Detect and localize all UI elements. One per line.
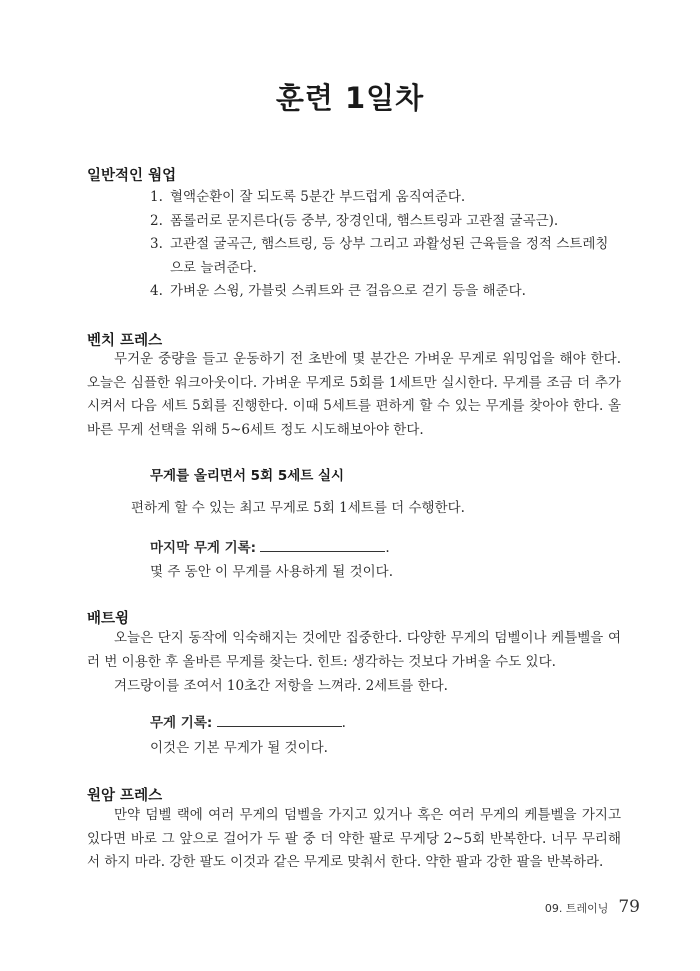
page-number: 79: [618, 897, 640, 917]
batwing-record: [150, 712, 346, 736]
batwing-record-label: 무게 기록:: [150, 715, 213, 731]
bench-paragraph: 무거운 중량을 들고 운동하기 전 초반에 몇 분간은 가벼운 무게로 워밍업을 해야 한다. 오늘은 심플한 워크아웃이다. 가벼운 무게로 5회를 1세트만 실시한다. 무게를 조금 더 추가시켜서 다음 세트 5회를 진행한다. 이때 5세트를 편하게 할 수 있는 무게를 찾아야 한다. 올바른 무게 선택을 위해 5~6세트 정도 시도해보아야 한다.: [87, 351, 621, 438]
list-item: 4. 가벼운 스윙, 가블릿 스쿼트와 큰 걸음으로 걷기 등을 해준다.: [150, 283, 526, 299]
batwing-weight-blank[interactable]: [217, 726, 342, 727]
warmup-list: [150, 186, 620, 304]
bench-weight-blank[interactable]: [260, 551, 385, 552]
bench-record-label: 마지막 무게 기록:: [150, 540, 257, 556]
bench-record: [150, 537, 390, 561]
page-title: 훈련 1일차: [275, 81, 425, 115]
warmup-heading: 일반적인 웜업: [87, 168, 177, 184]
batwing-heading: 배트윙: [87, 611, 130, 627]
batwing-paragraph-2: 겨드랑이를 조여서 10초간 저항을 느껴라. 2세트를 한다.: [114, 678, 448, 694]
bench-note: 몇 주 동안 이 무게를 사용하게 될 것이다.: [150, 564, 393, 580]
onearm-heading: 원암 프레스: [87, 788, 163, 804]
list-item: 3. 고관절 굴곡근, 햄스트링, 등 상부 그리고 과활성된 근육들을 정적 스트레칭으로 늘려준다.: [150, 236, 609, 276]
bench-subheading: 무게를 올리면서 5회 5세트 실시: [150, 468, 345, 484]
batwing-note: 이것은 기본 무게가 될 것이다.: [150, 740, 328, 756]
bench-instruction: 편하게 할 수 있는 최고 무게로 5회 1세트를 더 수행한다.: [131, 500, 465, 516]
list-item: 2. 폼롤러로 문지른다(등 중부, 장경인대, 햄스트링과 고관절 굴곡근).: [150, 212, 559, 229]
bench-record-end: .: [385, 540, 390, 556]
batwing-paragraph: 오늘은 단지 동작에 익숙해지는 것에만 집중한다. 다양한 무게의 덤벨이나 케틀벨을 여러 번 이용한 후 올바른 무게를 찾는다. 힌트: 생각하는 것보다 가벼울 수도 있다.: [87, 630, 621, 670]
page-footer: [545, 897, 640, 917]
onearm-paragraph: 만약 덤벨 랙에 여러 무게의 덤벨을 가지고 있거나 혹은 여러 무게의 케틀벨을 가지고 있다면 바로 그 앞으로 걸어가 두 팔 중 더 약한 팔로 무게당 2~5회 반복한다. 너무 무리해서 하지 마라. 강한 팔도 이것과 같은 무게로 맞춰서 한다. 약한 팔과 강한 팔을 반복하라.: [87, 807, 621, 870]
list-item: 1. 혈액순환이 잘 되도록 5분간 부드럽게 움직여준다.: [150, 189, 466, 205]
batwing-record-end: .: [341, 715, 346, 731]
bench-heading: 벤치 프레스: [87, 333, 163, 349]
chapter-label: 09. 트레이닝: [544, 902, 609, 915]
